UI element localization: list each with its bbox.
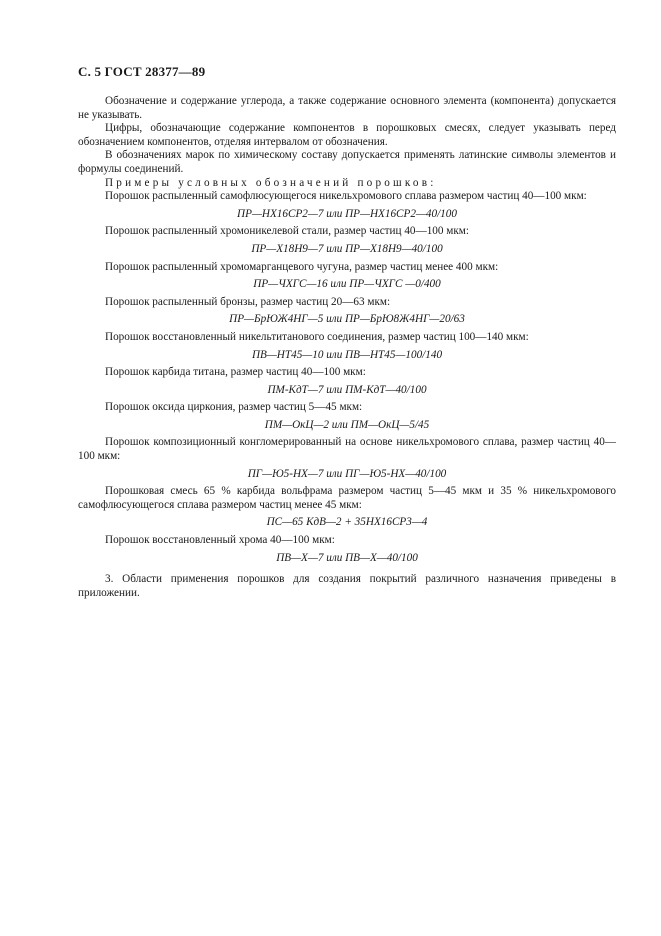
example-text: Порошок восстановленный никельтитанового соединения, размер частиц 100—140 мкм:	[105, 330, 529, 343]
example-text: Порошок распыленный самофлюсующегося никельхромового сплава размером частиц 40—100 мкм:	[105, 190, 587, 203]
example-formula: ПВ—НТ45—10 или ПВ—НТ45—100/140	[251, 348, 443, 361]
example-formula: ПВ—Х—7 или ПВ—Х—40/100	[276, 551, 418, 564]
paragraph-digits: Цифры, обозначающие содержание компонентов в порошковых смесях, следует указывать перед обозначением компонентов, отделяя интервалом от обозначения.	[78, 122, 616, 148]
example-formula: ПР—Х18Н9—7 или ПР—Х18Н9—40/100	[251, 242, 443, 255]
example-text: Порошок распыленный хромомарганцевого чугуна, размер частиц менее 400 мкм:	[105, 260, 499, 273]
example-formula: ПГ—Ю5-НХ—7 или ПГ—Ю5-НХ—40/100	[247, 467, 447, 480]
example-formula: ПР—ЧХГС—16 или ПР—ЧХГС —0/400	[253, 278, 441, 291]
example-text: Порошковая смесь 65 % карбида вольфрама размером частиц 5—45 мкм и 35 % никельхромового самофлюсующегося сплава размером частиц менее 45 мкм:	[78, 485, 616, 511]
paragraph-latin: В обозначениях марок по химическому составу допускается применять латинские символы элементов и формулы соединений.	[78, 149, 616, 175]
example-text: Порошок композиционный конгломерированный на основе никельхромового сплава, размер частиц 40—100 мкм:	[78, 436, 616, 463]
example-text: Порошок восстановленный хрома 40—100 мкм:	[105, 534, 335, 547]
page-header: С. 5 ГОСТ 28377—89	[78, 64, 206, 79]
document-body	[78, 95, 616, 600]
example-formula: ПР—БрЮЖ4НГ—5 или ПР—БрЮ8Ж4НГ—20/63	[229, 313, 465, 326]
example-text: Порошок распыленный бронзы, размер частиц 20—63 мкм:	[105, 295, 391, 308]
example-text: Порошок оксида циркония, размер частиц 5—45 мкм:	[105, 401, 363, 414]
examples-heading: Примеры условных обозначений порошков:	[105, 176, 437, 189]
example-text: Порошок распыленный хромоникелевой стали, размер частиц 40—100 мкм:	[105, 225, 469, 238]
example-formula: ПС—65 КдВ—2 + 35НХ16СР3—4	[266, 516, 428, 529]
paragraph-applications: 3. Области применения порошков для создания покрытий различного назначения приведены в приложении.	[78, 573, 616, 599]
example-formula: ПМ—ОкЦ—2 или ПМ—ОкЦ—5/45	[264, 418, 430, 431]
example-formula: ПР—НХ16СР2—7 или ПР—НХ16СР2—40/100	[237, 207, 457, 220]
example-text: Порошок карбида титана, размер частиц 40—100 мкм:	[105, 366, 366, 379]
example-formula: ПМ-КдТ—7 или ПМ-КдТ—40/100	[267, 383, 427, 396]
paragraph-carbon: Обозначение и содержание углерода, а также содержание основного элемента (компонента) допускается не указывать.	[78, 95, 616, 121]
